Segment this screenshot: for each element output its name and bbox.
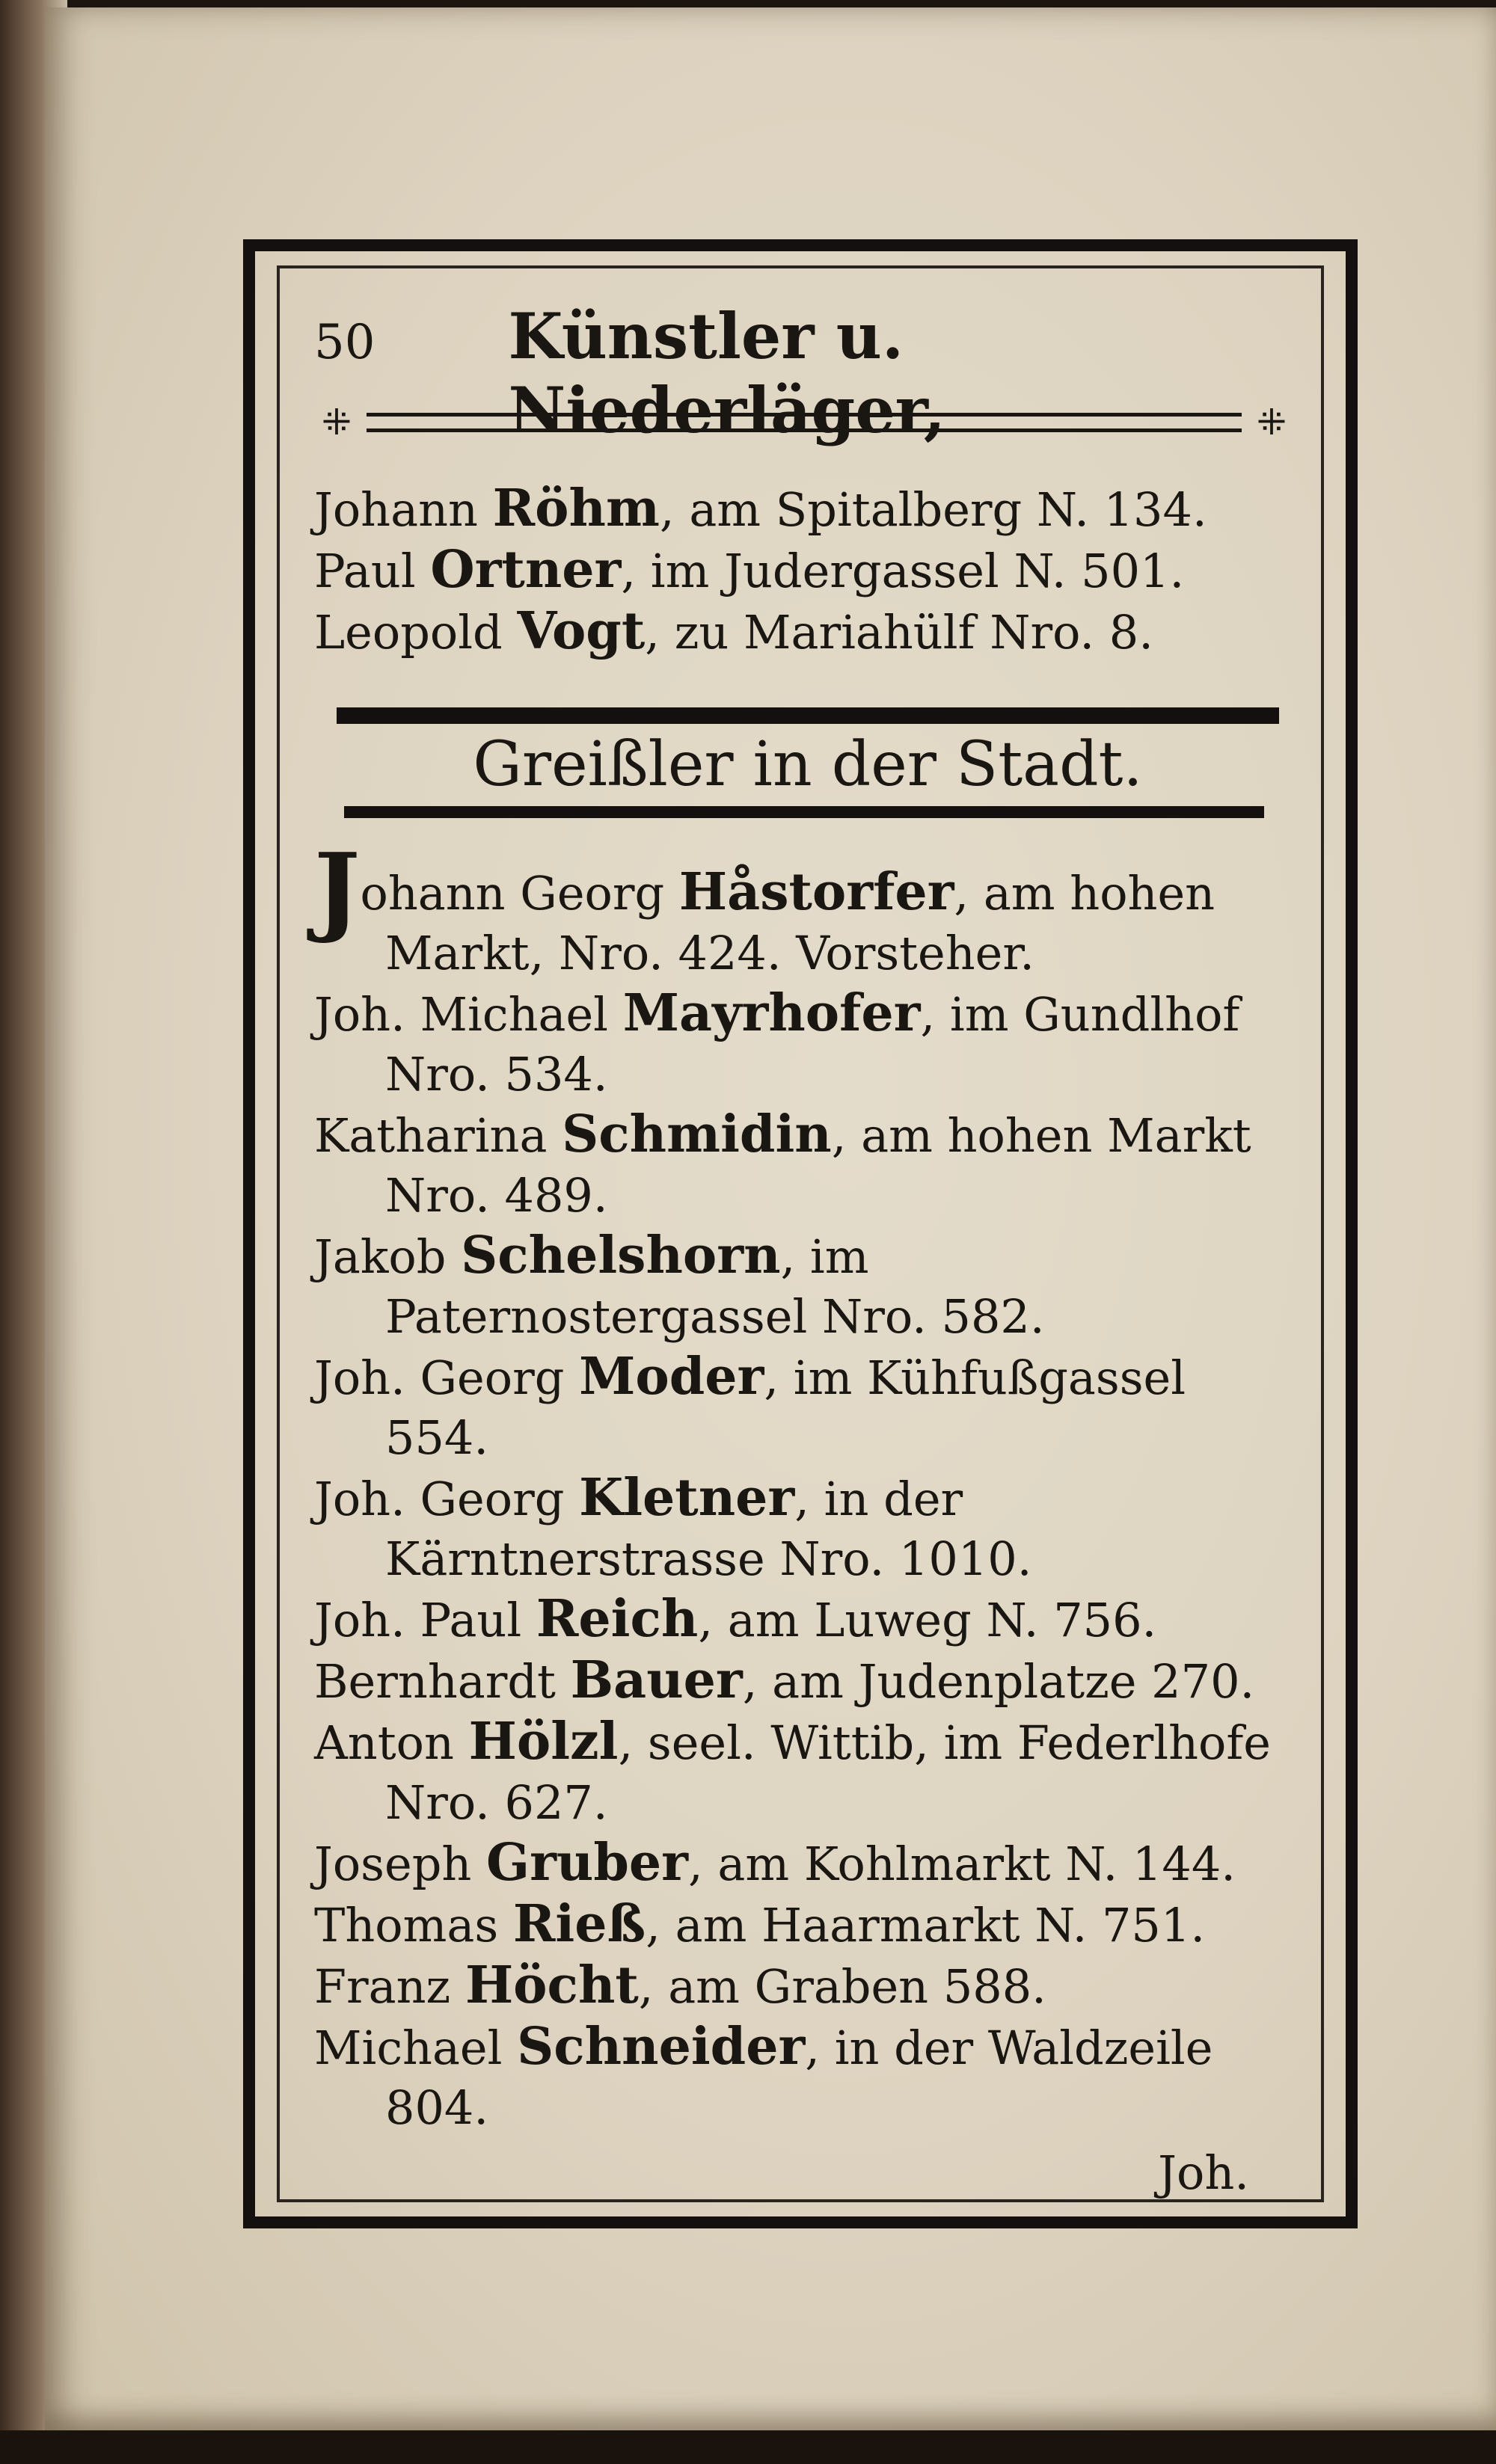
entry-given-name: Leopold: [314, 605, 518, 660]
page-content: [314, 299, 1294, 2200]
list-item: [314, 1589, 1294, 1650]
entry-given-name: Joh. Paul: [314, 1593, 536, 1647]
list-item: [314, 1833, 1294, 1894]
catchword: Joh.: [1158, 2145, 1249, 2200]
list-item: [314, 1226, 1294, 1347]
entry-address: , am hohen Markt, Nro. 424. Vorsteher.: [385, 866, 1216, 980]
entry-given-name: Michael: [314, 2021, 518, 2075]
entry-given-name: Joh. Georg: [314, 1351, 580, 1405]
page-number: 50: [314, 315, 375, 370]
entry-given-name: Bernhardt: [314, 1654, 571, 1709]
list-item: [314, 1955, 1294, 2017]
entry-address: , im Paternostergassel Nro. 582.: [385, 1229, 1045, 1344]
entry-surname: Ortner: [430, 540, 622, 600]
entry-given-name: Jakob: [314, 1229, 462, 1284]
ornament-rule: [367, 413, 1242, 432]
entry-address: , in der Waldzeile 804.: [385, 2021, 1213, 2135]
entry-surname: Schmidin: [562, 1105, 832, 1164]
bottom-edge: [0, 2430, 1496, 2464]
entry-address: , am Spitalberg N. 134.: [659, 482, 1207, 537]
entry-given-name: Katharina: [314, 1108, 562, 1163]
entry-surname: Höcht: [465, 1955, 639, 2015]
list-item: [314, 1894, 1294, 1955]
entry-given-name: Thomas: [314, 1898, 513, 1953]
entry-surname: Schelshorn: [461, 1226, 781, 1285]
main-entry-list: [314, 832, 1294, 2138]
entry-address: , in der Kärntnerstrasse Nro. 1010.: [385, 1472, 1032, 1586]
entry-address: , zu Mariahülf Nro. 8.: [645, 605, 1153, 660]
entry-address: , am Luweg N. 756.: [698, 1593, 1157, 1647]
entry-surname: Vogt: [517, 601, 646, 661]
list-item: [314, 1650, 1294, 1712]
entry-given-name: Johann: [314, 482, 493, 537]
running-head: Künstler u. Niederläger,: [508, 299, 946, 447]
list-item: [314, 540, 1294, 601]
entry-given-name: Anton: [314, 1715, 469, 1770]
page-header: [314, 299, 1294, 447]
entry-surname: Mayrhofer: [622, 983, 921, 1043]
entry-address: , im Kühfußgassel 554.: [385, 1351, 1186, 1465]
entry-given-name: Joh. Georg: [314, 1472, 580, 1526]
entry-surname: Kletner: [579, 1468, 795, 1528]
entry-surname: Hölzl: [468, 1712, 619, 1772]
top-entry-list: [314, 479, 1294, 663]
section-rule-top: [337, 707, 1279, 724]
entry-address: , am hohen Markt Nro. 489.: [385, 1108, 1251, 1223]
entry-surname: Schneider: [517, 2017, 806, 2077]
list-item: [314, 832, 1294, 983]
entry-surname: Rieß: [512, 1894, 646, 1954]
drop-initial: J: [314, 832, 361, 946]
entry-address: , am Graben 588.: [638, 1959, 1046, 2014]
entry-surname: Moder: [579, 1347, 764, 1407]
list-item: [314, 479, 1294, 540]
list-item: [314, 1468, 1294, 1589]
entry-given-name: Franz: [314, 1959, 465, 2014]
entry-address: , am Haarmarkt N. 751.: [646, 1898, 1206, 1953]
ornament-right-icon: ⁜: [1256, 402, 1287, 443]
entry-address: , am Judenplatze 270.: [742, 1654, 1255, 1709]
ornament-left-icon: ⁜: [321, 402, 352, 443]
section-rule-bottom: [344, 806, 1264, 818]
list-item: [314, 1712, 1294, 1833]
entry-address: , am Kohlmarkt N. 144.: [688, 1837, 1236, 1891]
entry-address: , im Gundlhof Nro. 534.: [385, 987, 1240, 1102]
entry-surname: Bauer: [570, 1650, 743, 1710]
list-item: [314, 1105, 1294, 1226]
entry-address: , im Judergassel N. 501.: [621, 544, 1185, 598]
list-item: [314, 2017, 1294, 2138]
entry-surname: Reich: [536, 1589, 699, 1649]
entry-address: , seel. Wittib, im Federlhofe Nro. 627.: [385, 1715, 1271, 1830]
list-item: [314, 983, 1294, 1105]
entry-surname: Röhm: [492, 479, 660, 538]
entry-surname: Håstorfer: [678, 862, 954, 922]
section-title: Greißler in der Stadt.: [473, 729, 1143, 800]
list-item: [314, 601, 1294, 663]
entry-given-name: Joh. Michael: [314, 987, 623, 1042]
entry-given-name: Joseph: [314, 1837, 487, 1891]
entry-surname: Gruber: [486, 1833, 689, 1893]
list-item: [314, 1347, 1294, 1468]
entry-given-name: ohann Georg: [360, 866, 679, 921]
entry-given-name: Paul: [314, 544, 431, 598]
